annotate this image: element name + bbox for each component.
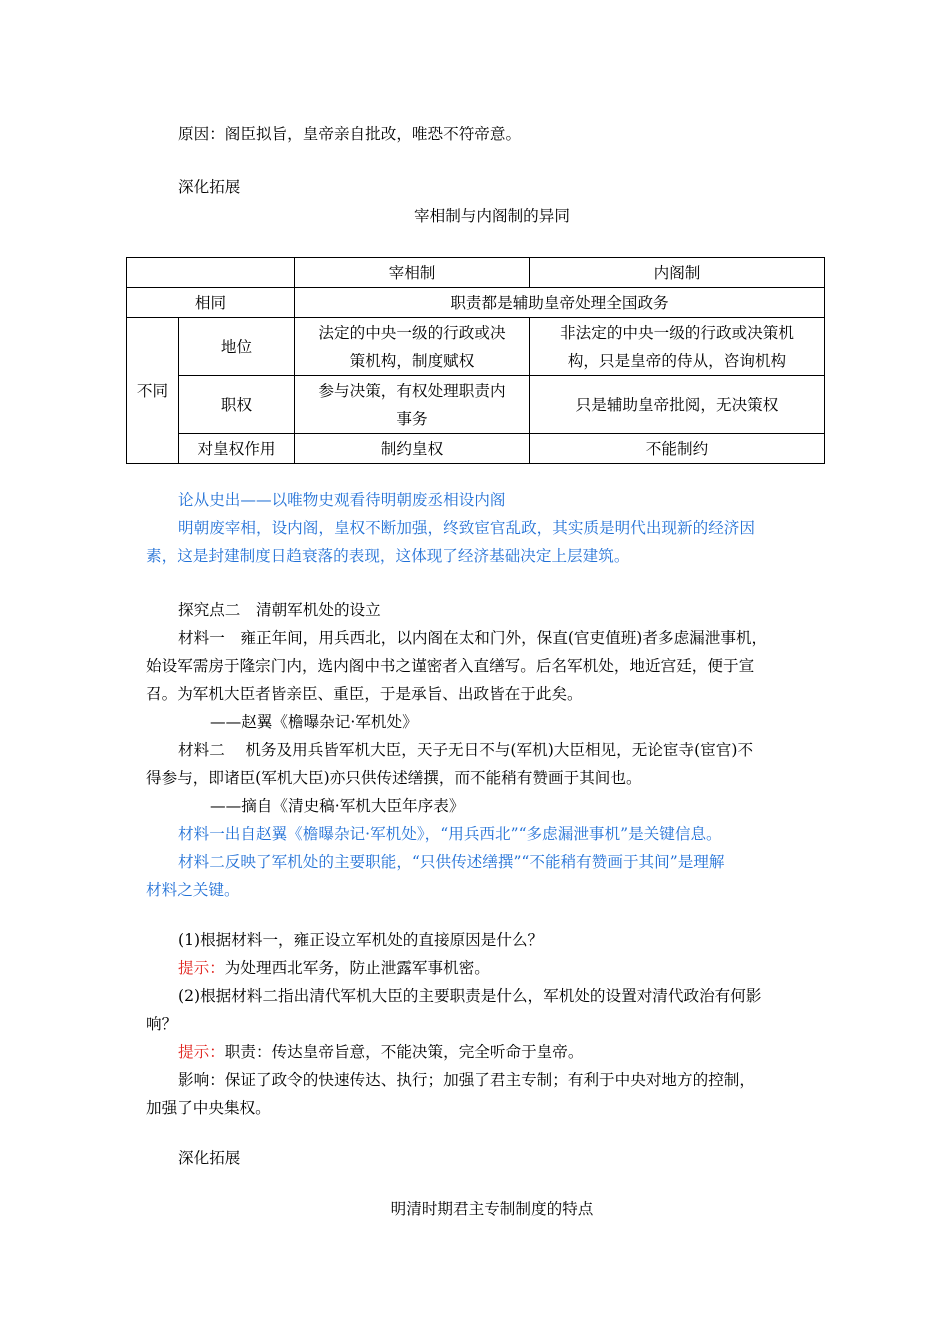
status-prime-minister bbox=[295, 318, 530, 376]
cell-line: 制约皇权 bbox=[380, 439, 444, 458]
section-heading-extension-2: 深化拓展 bbox=[178, 1149, 241, 1167]
row-label-different: 不同 bbox=[127, 318, 179, 464]
material1-source: ——赵翼《檐曝杂记·军机处》 bbox=[210, 713, 418, 731]
cell-line: 法定的中央一级的行政或决 bbox=[318, 323, 506, 342]
question-2: (2)根据材料二指出清代军机大臣的主要职责是什么，军机处的设置对清代政治有何影 bbox=[178, 987, 762, 1005]
cell-line: 只是辅助皇帝批阅，无决策权 bbox=[575, 395, 779, 414]
reason-text: 原因：阁臣拟旨，皇帝亲自批改，唯恐不符帝意。 bbox=[178, 125, 522, 143]
analysis-title: 论从史出——以唯物史观看待明朝废丞相设内阁 bbox=[178, 491, 506, 509]
material-note: 材料一出自赵翼《檐曝杂记·军机处》，“用兵西北”“多虑漏泄事机”是关键信息。 bbox=[178, 825, 722, 843]
col-header-cabinet: 内阁制 bbox=[530, 258, 825, 288]
cell-line: 参与决策，有权处理职责内 bbox=[318, 381, 506, 400]
section-heading-point2: 探究点二 清朝军机处的设立 bbox=[178, 601, 381, 619]
material1-line: 召。为军机大臣者皆亲臣、重臣，于是承旨、出政皆在于此矣。 bbox=[146, 685, 583, 703]
cell-line: 事务 bbox=[396, 409, 428, 428]
material1-line: 始设军需房于隆宗门内，选内阁中书之谨密者入直缮写。后名军机处，地近宫廷，便于宣 bbox=[146, 657, 755, 675]
answer-2 bbox=[178, 1042, 583, 1062]
col-header-prime-minister: 宰相制 bbox=[295, 258, 530, 288]
section-heading-extension: 深化拓展 bbox=[178, 178, 241, 196]
table-corner-cell bbox=[127, 258, 295, 288]
answer-2-impact: 加强了中央集权。 bbox=[146, 1099, 271, 1117]
material2-line: 材料二 机务及用兵皆军机大臣，天子无日不与(军机)大臣相见，无论宦寺(宦官)不 bbox=[178, 741, 754, 759]
final-title: 明清时期君主专制制度的特点 bbox=[390, 1200, 594, 1218]
material2-line: 得参与，即诸臣(军机大臣)亦只供传述缮撰，而不能稍有赞画于其间也。 bbox=[146, 769, 642, 787]
answer-2-text: 职责：传达皇帝旨意，不能决策，完全听命于皇帝。 bbox=[224, 1043, 584, 1061]
table-title: 宰相制与内阁制的异同 bbox=[414, 207, 570, 225]
analysis-line: 素，这是封建制度日趋衰落的表现，这体现了经济基础决定上层建筑。 bbox=[146, 547, 630, 565]
answer-1-text: 为处理西北军务，防止泄露军事机密。 bbox=[224, 959, 490, 977]
power-cabinet bbox=[530, 376, 825, 434]
power-prime-minister bbox=[295, 376, 530, 434]
comparison-table bbox=[126, 257, 825, 464]
answer-2-impact: 影响：保证了政令的快速传达、执行；加强了君主专制；有利于中央对地方的控制， bbox=[178, 1071, 755, 1089]
answer-1 bbox=[178, 958, 490, 978]
material1-line: 材料一 雍正年间，用兵西北，以内阁在太和门外，保直(官吏值班)者多虑漏泄事机， bbox=[178, 629, 768, 647]
same-value: 职责都是辅助皇帝处理全国政务 bbox=[295, 288, 825, 318]
row-label-status: 地位 bbox=[179, 318, 295, 376]
material-note: 材料二反映了军机处的主要职能，“只供传述缮撰”“不能稍有赞画于其间”是理解 bbox=[178, 853, 725, 871]
effect-cabinet bbox=[530, 434, 825, 464]
cell-line: 策机构，制度赋权 bbox=[349, 351, 475, 370]
row-label-effect: 对皇权作用 bbox=[179, 434, 295, 464]
hint-label: 提示： bbox=[178, 1043, 225, 1061]
cell-line: 构，只是皇帝的侍从，咨询机构 bbox=[567, 351, 787, 370]
material2-source: ——摘自《清史稿·军机大臣年序表》 bbox=[210, 797, 465, 815]
row-label-power: 职权 bbox=[179, 376, 295, 434]
status-cabinet bbox=[530, 318, 825, 376]
hint-label: 提示： bbox=[178, 959, 225, 977]
cell-line: 非法定的中央一级的行政或决策机 bbox=[560, 323, 794, 342]
effect-prime-minister bbox=[295, 434, 530, 464]
question-1: (1)根据材料一，雍正设立军机处的直接原因是什么？ bbox=[178, 931, 544, 949]
row-label-same: 相同 bbox=[127, 288, 295, 318]
cell-line: 不能制约 bbox=[645, 439, 709, 458]
analysis-line: 明朝废宰相，设内阁，皇权不断加强，终致宦官乱政，其实质是明代出现新的经济因 bbox=[178, 519, 755, 537]
question-2: 响？ bbox=[146, 1015, 178, 1033]
material-note: 材料之关键。 bbox=[146, 881, 240, 899]
